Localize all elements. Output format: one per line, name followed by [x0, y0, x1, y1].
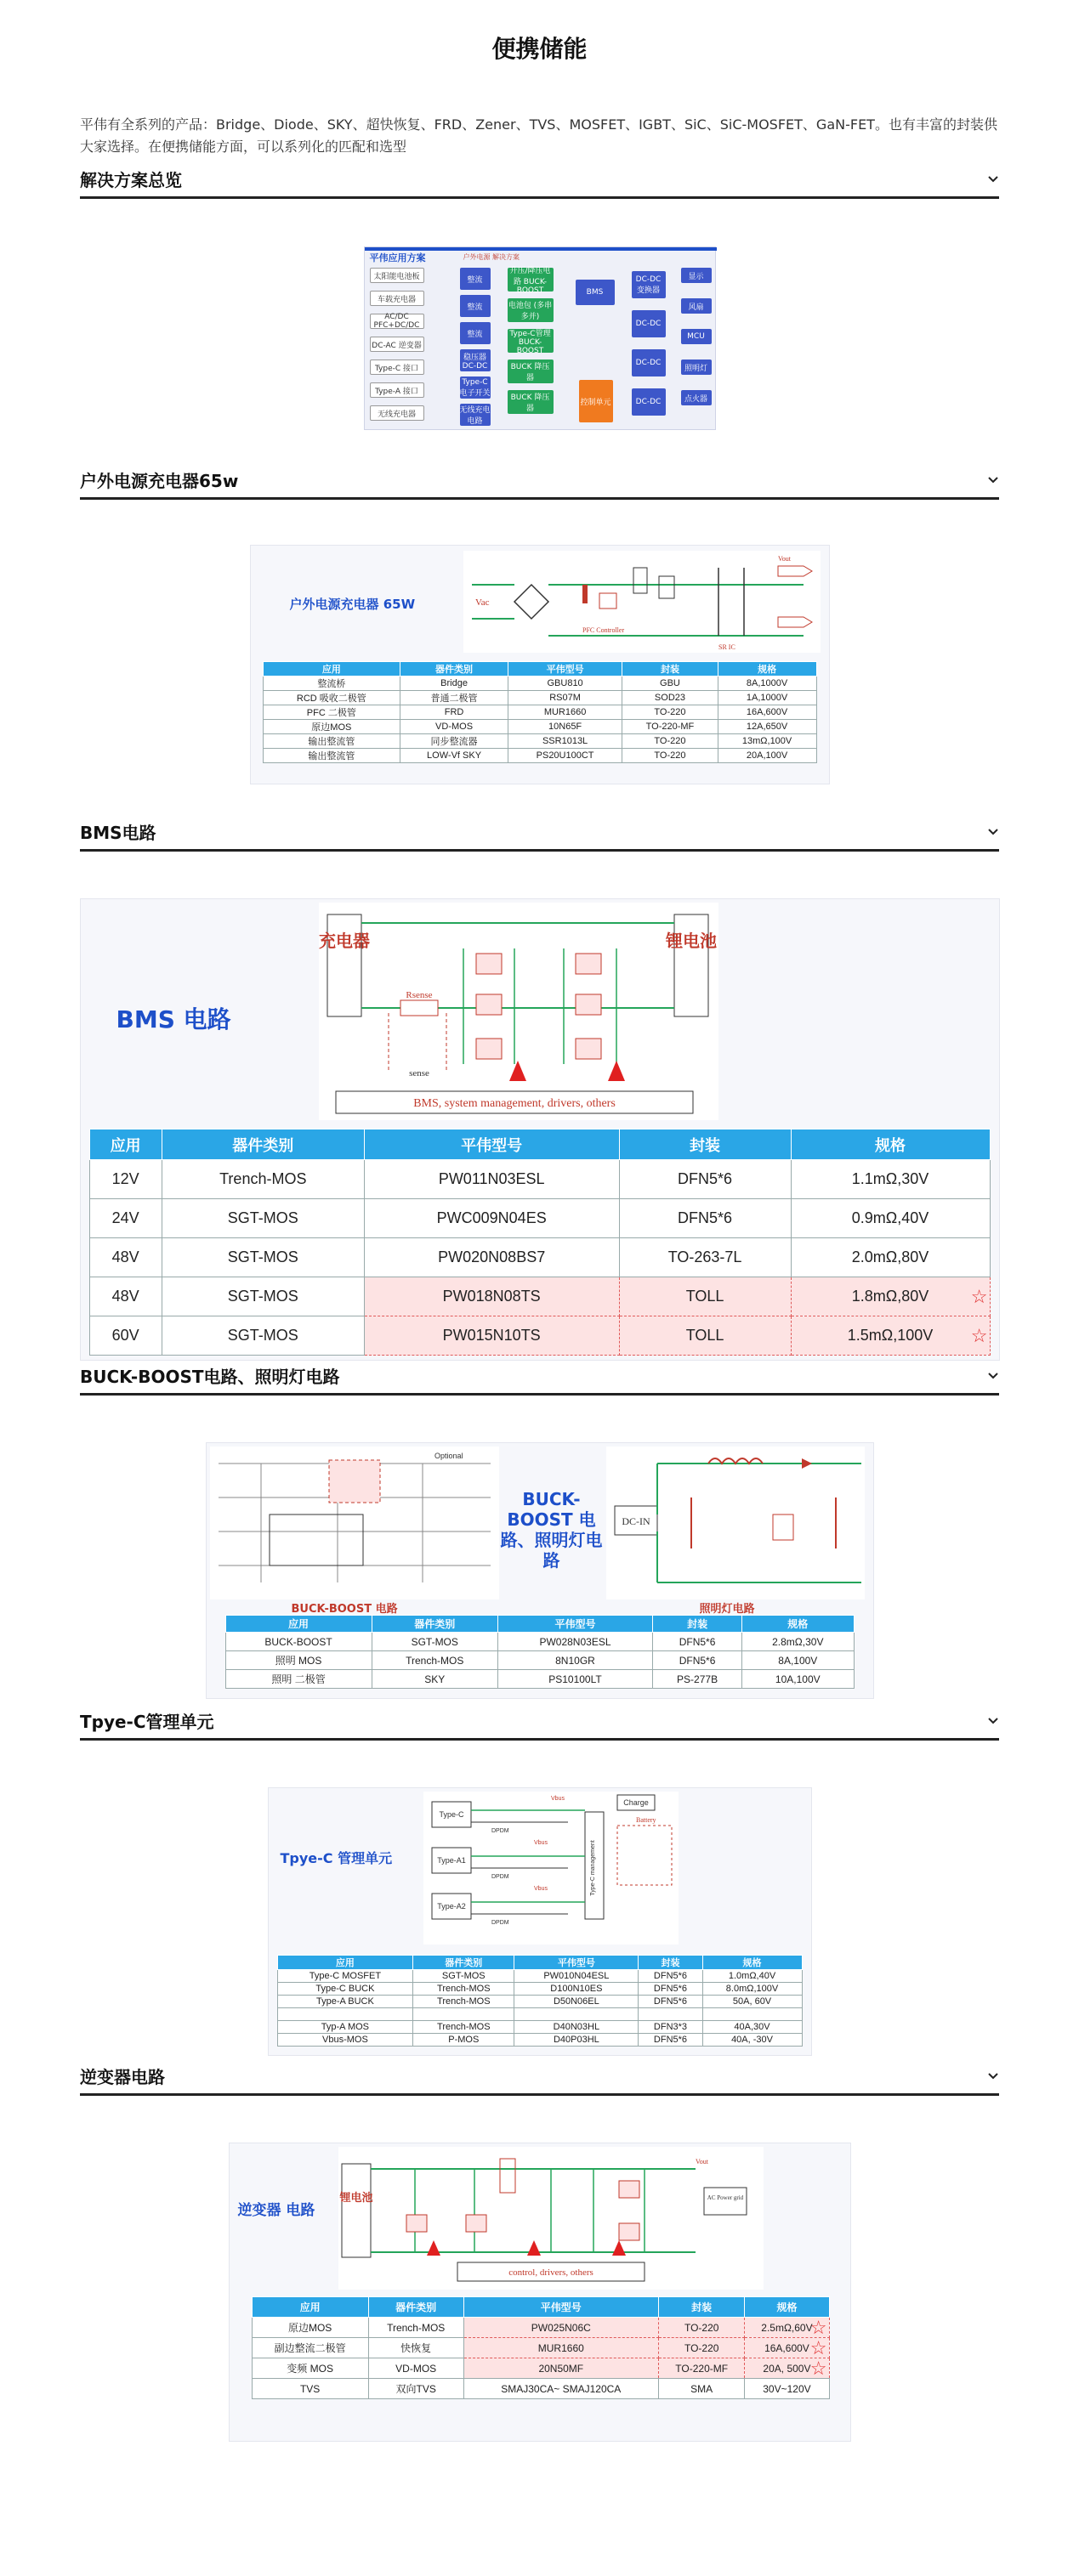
table-row: [252, 2358, 829, 2379]
table-cell: SGT-MOS: [372, 1633, 497, 1651]
table-cell: SGT-MOS: [162, 1277, 364, 1316]
buck-circuit: [210, 1447, 499, 1599]
table-cell: 副边整流二极管: [252, 2338, 368, 2358]
page-title: 便携储能: [491, 35, 588, 63]
table-header-cell: 封装: [639, 1956, 702, 1970]
charger-circuit: [463, 551, 821, 653]
table-cell: 双向TVS: [368, 2379, 463, 2399]
table-row: [277, 2034, 802, 2047]
table-cell: BUCK-BOOST: [225, 1633, 372, 1651]
table-cell: VD-MOS: [400, 720, 508, 734]
table-cell: DFN5*6: [619, 1199, 791, 1238]
section-header-inverter[interactable]: [80, 2058, 999, 2096]
table-header-cell: 应用: [225, 1616, 372, 1633]
table-cell: RS07M: [508, 691, 622, 705]
table-header-cell: 规格: [702, 1956, 802, 1970]
table-cell: Bridge: [400, 677, 508, 691]
star-icon: ☆: [809, 2357, 827, 2379]
section-title: 解决方案总览: [80, 170, 182, 190]
grid-label: AC Power grid: [707, 2194, 743, 2201]
table-cell: 8.0mΩ,100V: [702, 1983, 802, 1996]
table-cell: Trench-MOS: [368, 2318, 463, 2338]
table-cell: PW028N03ESL: [497, 1633, 652, 1651]
sense-label: sense: [408, 1068, 429, 1079]
star-icon: ☆: [970, 1285, 988, 1307]
section-header-charger[interactable]: [80, 462, 999, 500]
table-header-cell: 应用: [252, 2297, 368, 2318]
table-cell: VD-MOS: [368, 2358, 463, 2379]
table-header-cell: 应用: [277, 1956, 413, 1970]
bms-table-wrap: [89, 1129, 991, 1356]
table-row: [225, 1670, 854, 1689]
table-cell: TO-220: [622, 705, 718, 720]
overview-block: 无线充电器: [370, 405, 424, 421]
charger-label: 充电器: [318, 931, 370, 951]
table-header-cell: 器件类别: [372, 1616, 497, 1633]
table-header-cell: 器件类别: [162, 1129, 364, 1160]
table-row: [89, 1199, 990, 1238]
table-cell: SOD23: [622, 691, 718, 705]
table-row: [277, 1970, 802, 1983]
table-cell: 10A,100V: [742, 1670, 854, 1689]
dcin-label: DC-IN: [621, 1515, 650, 1527]
table-row: [89, 1316, 990, 1356]
intro-text: 平伟有全系列的产品：Bridge、Diode、SKY、超快恢复、FRD、Zener、TVS、MOSFET、IGBT、SiC、SiC-MOSFET、GaN-FET。也有丰富的封装供大家选择。在便携储能方面，可以系列化的匹配和选型: [80, 116, 997, 155]
table-cell: Trench-MOS: [413, 1983, 514, 1996]
table-row: [277, 2021, 802, 2034]
vout-label: Vout: [777, 555, 791, 563]
table-cell: 2.5mΩ,60V ☆: [745, 2318, 829, 2338]
table-cell: Type-C BUCK: [277, 1983, 413, 1996]
chevron-down-icon[interactable]: [987, 826, 999, 838]
table-cell: SGT-MOS: [162, 1316, 364, 1356]
table-header-cell: 应用: [89, 1129, 162, 1160]
table-cell: 12A,650V: [718, 720, 816, 734]
overview-block: Type-A 接口: [370, 382, 424, 398]
sr-label: SR IC: [718, 643, 735, 651]
table-row: [277, 1983, 802, 1996]
table-cell: SSR1013L: [508, 734, 622, 749]
vbus-label: Vbus: [550, 1796, 565, 1802]
table-cell: 输出整流管: [263, 734, 400, 749]
table-cell: PW015N10TS: [364, 1316, 619, 1356]
section-title: BMS电路: [80, 823, 156, 843]
overview-block: BUCK 降压器: [508, 390, 554, 414]
table-cell: 13mΩ,100V: [718, 734, 816, 749]
table-cell: 48V: [89, 1238, 162, 1277]
overview-block: 照明灯: [681, 360, 712, 375]
table-cell: PW018N08TS: [364, 1277, 619, 1316]
table-header-cell: 平伟型号: [497, 1616, 652, 1633]
table-cell: 0.9mΩ,40V: [791, 1199, 990, 1238]
table-cell: GBU: [622, 677, 718, 691]
table-cell: MUR1660: [463, 2338, 658, 2358]
table-row: [277, 2008, 802, 2021]
table-cell: 40A, -30V: [702, 2034, 802, 2047]
table-row: [263, 677, 816, 691]
table-header-cell: 规格: [745, 2297, 829, 2318]
table-row: [89, 1160, 990, 1199]
chevron-down-icon[interactable]: [987, 2070, 999, 2082]
bms-table: [89, 1129, 991, 1356]
section-overview: [80, 161, 999, 462]
table-cell: [702, 2008, 802, 2021]
table-cell: 16A,600V ☆: [745, 2338, 829, 2358]
section-inverter: [80, 2058, 999, 2436]
table-row: [263, 720, 816, 734]
inverter-heading: 逆变器 电路: [237, 2202, 315, 2219]
table-cell: PW025N06C: [463, 2318, 658, 2338]
battery-label: Battery: [635, 1816, 656, 1824]
table-header-cell: 封装: [622, 662, 718, 677]
table-cell: SGT-MOS: [162, 1199, 364, 1238]
pfc-label: PFC Controller: [582, 626, 624, 634]
overview-block: 稳压器 DC-DC: [460, 349, 491, 371]
overview-block: 显示: [681, 268, 712, 283]
table-row: [277, 1996, 802, 2008]
dpdm-label: DPDM: [491, 1828, 509, 1834]
table-cell: PS10100LT: [497, 1670, 652, 1689]
table-header-cell: 平伟型号: [463, 2297, 658, 2318]
section-header-typec[interactable]: [80, 1703, 999, 1741]
overview-block: DC-DC: [632, 349, 666, 376]
table-row: [263, 734, 816, 749]
chevron-down-icon[interactable]: [987, 1370, 999, 1382]
overview-block: Type-C 电子开关: [459, 377, 491, 398]
table-cell: DFN5*6: [639, 1970, 702, 1983]
overview-block: 整流: [460, 295, 491, 317]
table-cell: [514, 2008, 639, 2021]
table-cell: PFC 二极管: [263, 705, 400, 720]
table-row: [252, 2318, 829, 2338]
table-cell: 20A,100V: [718, 749, 816, 763]
table-cell: 48V: [89, 1277, 162, 1316]
rsense-label: Rsense: [405, 990, 433, 1000]
table-row: [89, 1238, 990, 1277]
port-label: Type-A2: [436, 1902, 466, 1911]
table-cell: 变频 MOS: [252, 2358, 368, 2379]
table-cell: 同步整流器: [400, 734, 508, 749]
overview-block: 点火器: [681, 390, 712, 405]
buck-label-right: 照明灯电路: [699, 1603, 755, 1616]
table-cell: 整流桥: [263, 677, 400, 691]
table-cell: DFN5*6: [639, 2034, 702, 2047]
chevron-down-icon[interactable]: [987, 1715, 999, 1727]
table-cell: 照明 MOS: [225, 1651, 372, 1670]
table-cell: DFN3*3: [639, 2021, 702, 2034]
bms-footer: BMS, system management, drivers, others: [412, 1097, 616, 1110]
table-cell: GBU810: [508, 677, 622, 691]
charger-heading: 户外电源充电器 65W: [289, 597, 416, 612]
inverter-footer: control, drivers, others: [508, 2267, 593, 2278]
buck-heading: BUCK-BOOST 电路、照明灯电路: [500, 1489, 603, 1571]
section-title: BUCK-BOOST电路、照明灯电路: [80, 1367, 340, 1387]
charge-label: Charge: [622, 1798, 649, 1807]
table-cell: TVS: [252, 2379, 368, 2399]
table-header-cell: 封装: [653, 1616, 742, 1633]
table-header-cell: 封装: [619, 1129, 791, 1160]
table-row: [263, 749, 816, 763]
inverter-battery: 锂电池: [338, 2192, 373, 2205]
table-cell: DFN5*6: [653, 1651, 742, 1670]
overview-bms-block: BMS: [576, 280, 615, 305]
table-cell: PS20U100CT: [508, 749, 622, 763]
table-cell: Trench-MOS: [413, 1996, 514, 2008]
table-header-cell: 器件类别: [413, 1956, 514, 1970]
typec-table-wrap: [277, 1955, 803, 2047]
port-label: Type-A1: [436, 1856, 466, 1865]
section-typec: [80, 1703, 999, 2058]
table-cell: 照明 二极管: [225, 1670, 372, 1689]
table-cell: 60V: [89, 1316, 162, 1356]
typec-circuit: [423, 1792, 679, 1945]
overview-block: 整流: [460, 268, 491, 290]
table-cell: SGT-MOS: [162, 1238, 364, 1277]
table-cell: FRD: [400, 705, 508, 720]
table-cell: 50A, 60V: [702, 1996, 802, 2008]
table-cell: [277, 2008, 413, 2021]
table-cell: PW011N03ESL: [364, 1160, 619, 1199]
overview-block: 风扇: [681, 298, 712, 314]
overview-block: MCU: [681, 329, 712, 344]
section-buck: [80, 1358, 999, 1703]
table-row: [252, 2379, 829, 2399]
table-cell: SGT-MOS: [413, 1970, 514, 1983]
overview-block: AC/DC PFC+DC/DC: [370, 314, 424, 329]
table-cell: Trench-MOS: [372, 1651, 497, 1670]
table-cell: TO-263-7L: [619, 1238, 791, 1277]
table-cell: 16A,600V: [718, 705, 816, 720]
table-cell: SMA: [658, 2379, 744, 2399]
charger-table-wrap: [263, 661, 817, 763]
lighting-circuit: [606, 1447, 865, 1599]
vbus-label: Vbus: [533, 1840, 548, 1846]
overview-block: DC-DC: [632, 310, 666, 337]
buck-body: [80, 1396, 999, 1703]
section-charger: [80, 462, 999, 814]
table-cell: D40P03HL: [514, 2034, 639, 2047]
chevron-down-icon[interactable]: [987, 173, 999, 185]
table-cell: 快恢复: [368, 2338, 463, 2358]
overview-heading: 平伟应用方案: [369, 252, 426, 263]
chevron-down-icon[interactable]: [987, 474, 999, 486]
table-cell: 1.1mΩ,30V: [791, 1160, 990, 1199]
table-cell: 原边MOS: [252, 2318, 368, 2338]
table-row: [263, 705, 816, 720]
overview-block: Type-C 接口: [370, 360, 424, 375]
table-cell: TO-220: [658, 2338, 744, 2358]
table-cell: PS-277B: [653, 1670, 742, 1689]
table-cell: Vbus-MOS: [277, 2034, 413, 2047]
table-cell: 8A,1000V: [718, 677, 816, 691]
section-bms: [80, 814, 999, 1358]
inverter-body: [80, 2096, 999, 2436]
table-cell: [639, 2008, 702, 2021]
table-cell: 1.0mΩ,40V: [702, 1970, 802, 1983]
buck-table-wrap: [225, 1615, 855, 1689]
table-cell: RCD 吸收二极管: [263, 691, 400, 705]
overview-block: 整流: [460, 322, 491, 344]
bms-heading: BMS 电路: [116, 1005, 231, 1033]
table-row: [225, 1651, 854, 1670]
star-icon: ☆: [809, 2316, 827, 2338]
table-cell: 原边MOS: [263, 720, 400, 734]
table-cell: 30V~120V: [745, 2379, 829, 2399]
section-header-overview[interactable]: [80, 161, 999, 199]
table-cell: DFN5*6: [639, 1983, 702, 1996]
table-header-cell: 规格: [718, 662, 816, 677]
typec-heading: Tpye-C 管理单元: [280, 1850, 393, 1866]
buck-card: [207, 1443, 873, 1698]
optional-label: Optional: [434, 1452, 463, 1460]
table-cell: 1A,1000V: [718, 691, 816, 705]
overview-block: DC-DC 变换器: [632, 271, 666, 298]
port-label: Type-C: [438, 1810, 464, 1819]
table-header-cell: 规格: [742, 1616, 854, 1633]
table-header-cell: 平伟型号: [364, 1129, 619, 1160]
table-row: [252, 2338, 829, 2358]
battery-label: 锂电池: [665, 931, 717, 951]
section-title: 户外电源充电器65w: [80, 471, 239, 491]
table-cell: D40N03HL: [514, 2021, 639, 2034]
buck-label-left: BUCK-BOOST 电路: [291, 1603, 398, 1616]
bms-circuit: [319, 903, 718, 1120]
table-row: [225, 1633, 854, 1651]
table-cell: MUR1660: [508, 705, 622, 720]
inverter-circuit: [338, 2147, 764, 2290]
typec-card: [269, 1788, 811, 2055]
table-row: [89, 1277, 990, 1316]
charger-body: [80, 500, 999, 814]
bms-card: [81, 899, 999, 1360]
overview-diagram: [364, 246, 716, 430]
table-cell: 1.8mΩ,80V ☆: [791, 1277, 990, 1316]
table-header-cell: 平伟型号: [508, 662, 622, 677]
star-icon: ☆: [809, 2336, 827, 2358]
section-header-bms[interactable]: [80, 814, 999, 852]
inverter-table-wrap: [252, 2296, 830, 2399]
mgmt-label: Type-C management: [589, 1840, 596, 1896]
table-cell: SKY: [372, 1670, 497, 1689]
table-cell: TO-220: [622, 749, 718, 763]
table-cell: DFN5*6: [639, 1996, 702, 2008]
table-cell: PWC009N04ES: [364, 1199, 619, 1238]
table-cell: D100N10ES: [514, 1983, 639, 1996]
table-header-cell: 应用: [263, 662, 400, 677]
inverter-card: [230, 2143, 850, 2441]
table-cell: LOW-Vf SKY: [400, 749, 508, 763]
bms-body: [80, 852, 999, 1358]
table-cell: TOLL: [619, 1316, 791, 1356]
vac-label: Vac: [474, 597, 489, 608]
table-cell: Type-A BUCK: [277, 1996, 413, 2008]
overview-block: 车载充电器: [370, 291, 424, 306]
table-cell: TO-220: [658, 2318, 744, 2338]
table-cell: Typ-A MOS: [277, 2021, 413, 2034]
table-cell: DFN5*6: [619, 1160, 791, 1199]
overview-block: 升压/降压电路 BUCK-BOOST: [508, 268, 554, 292]
table-header-cell: 器件类别: [400, 662, 508, 677]
table-header-cell: 器件类别: [368, 2297, 463, 2318]
overview-block: Type-C管理 BUCK-BOOST: [508, 329, 554, 353]
table-cell: Trench-MOS: [162, 1160, 364, 1199]
table-cell: 20N50MF: [463, 2358, 658, 2379]
table-cell: P-MOS: [413, 2034, 514, 2047]
table-cell: 12V: [89, 1160, 162, 1199]
table-cell: 输出整流管: [263, 749, 400, 763]
table-cell: 1.5mΩ,100V ☆: [791, 1316, 990, 1356]
overview-control-block: 控制单元: [579, 380, 613, 422]
overview-block: BUCK 降压器: [508, 360, 554, 383]
overview-block: 电池包 (多串多并): [508, 298, 554, 322]
table-row: [263, 691, 816, 705]
table-cell: DFN5*6: [653, 1633, 742, 1651]
charger-table: [263, 661, 817, 763]
inverter-table: [252, 2296, 830, 2399]
table-cell: 8N10GR: [497, 1651, 652, 1670]
section-title: 逆变器电路: [80, 2067, 165, 2087]
table-cell: Type-C MOSFET: [277, 1970, 413, 1983]
overview-block: 无线充电 电路: [460, 404, 491, 426]
table-cell: TO-220-MF: [622, 720, 718, 734]
table-cell: 2.8mΩ,30V: [742, 1633, 854, 1651]
overview-body: [80, 199, 999, 462]
table-header-cell: 封装: [658, 2297, 744, 2318]
table-cell: TO-220-MF: [658, 2358, 744, 2379]
overview-subheading: 户外电源 解决方案: [463, 253, 520, 261]
vbus-label: Vbus: [533, 1886, 548, 1892]
table-cell: 10N65F: [508, 720, 622, 734]
table-cell: 8A,100V: [742, 1651, 854, 1670]
table-cell: TOLL: [619, 1277, 791, 1316]
typec-table: [277, 1955, 803, 2047]
table-cell: 普通二极管: [400, 691, 508, 705]
table-cell: 20A, 500V ☆: [745, 2358, 829, 2379]
table-cell: 2.0mΩ,80V: [791, 1238, 990, 1277]
table-cell: SMAJ30CA~ SMAJ120CA: [463, 2379, 658, 2399]
table-cell: TO-220: [622, 734, 718, 749]
table-cell: PW020N08BS7: [364, 1238, 619, 1277]
overview-block: DC-AC 逆变器: [370, 337, 424, 352]
buck-table: [225, 1615, 855, 1689]
table-cell: 40A,30V: [702, 2021, 802, 2034]
table-header-cell: 平伟型号: [514, 1956, 639, 1970]
section-title: Tpye-C管理单元: [80, 1712, 214, 1732]
table-cell: D50N06EL: [514, 1996, 639, 2008]
table-cell: 24V: [89, 1199, 162, 1238]
charger-card: [251, 546, 829, 784]
star-icon: ☆: [970, 1324, 988, 1346]
inverter-vout: Vout: [695, 2158, 708, 2166]
dpdm-label: DPDM: [491, 1874, 509, 1880]
table-cell: PW010N04ESL: [514, 1970, 639, 1983]
overview-block: DC-DC: [632, 388, 666, 416]
dpdm-label: DPDM: [491, 1920, 509, 1926]
typec-body: [80, 1741, 999, 2058]
overview-block: 太阳能电池板: [370, 268, 424, 283]
table-cell: Trench-MOS: [413, 2021, 514, 2034]
section-header-buck[interactable]: [80, 1358, 999, 1396]
table-header-cell: 规格: [791, 1129, 990, 1160]
table-cell: [413, 2008, 514, 2021]
